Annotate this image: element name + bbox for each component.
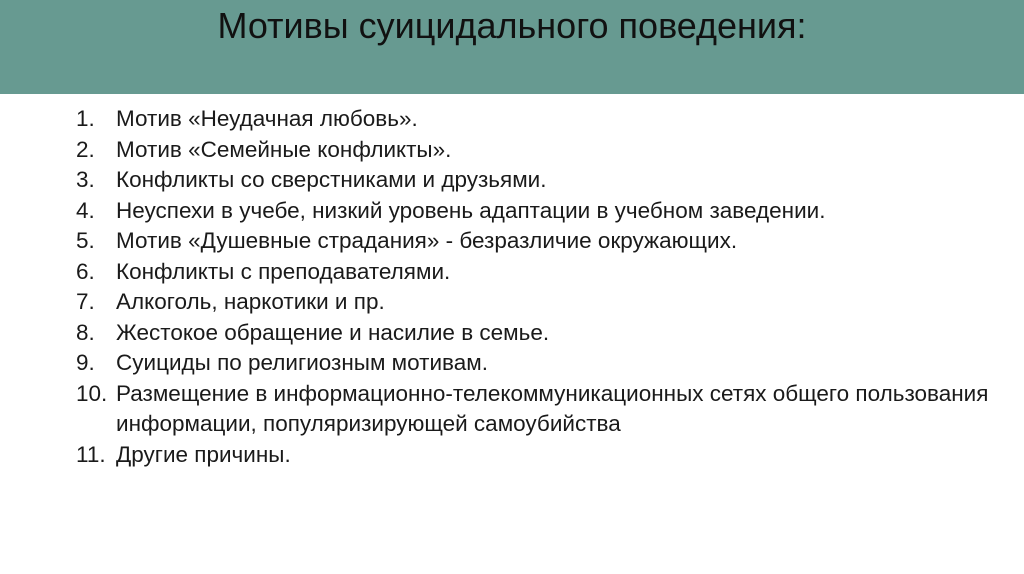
list-item-text: Мотив «Неудачная любовь». [116,106,418,131]
list-item-text: Алкоголь, наркотики и пр. [116,289,385,314]
list-item-number: 2. [76,136,95,162]
list-item-text: Мотив «Семейные конфликты». [116,136,452,162]
list-item [76,440,996,471]
list-item [76,379,996,440]
list-item-number: 6. [76,258,95,284]
list-item-text: Конфликты с преподавателями. [116,258,451,284]
list-item [76,104,996,135]
list-item [76,226,996,257]
list-item-number: 11. [76,441,106,467]
list-item-number: 8. [76,319,95,345]
list-item-text: Конфликты со сверстниками и друзьями. [116,167,547,192]
list-item-number: 3. [76,167,95,192]
slide-title: Мотивы суицидального поведения: [217,5,807,46]
list-item [76,287,996,318]
list-item [76,257,996,288]
list-item-text: Мотив «Душевные страдания» - безразличие окружающих. [116,228,738,253]
title-bar [0,0,1024,94]
list-item-text: Суициды по религиозным мотивам. [116,350,488,375]
list-item [76,135,996,166]
list-item [76,165,996,196]
list-item [76,196,996,227]
list-item-text: Другие причины. [116,441,291,467]
list-item [76,318,996,349]
list-item-text: Жестокое обращение и насилие в семье. [116,319,550,345]
motives-list [76,104,996,470]
list-item-number: 7. [76,289,95,314]
list-item-text: Размещение в информационно-телекоммуникационных сетях общего пользования информации, популяризирующей самоубийства [116,380,989,436]
list-item-number: 5. [76,228,95,253]
list-item-number: 1. [76,106,95,131]
list-item-number: 4. [76,197,95,223]
list-item-text: Неуспехи в учебе, низкий уровень адаптации в учебном заведении. [116,197,826,223]
list-item [76,348,996,379]
list-item-number: 9. [76,350,95,375]
list-item-number: 10. [76,380,108,406]
